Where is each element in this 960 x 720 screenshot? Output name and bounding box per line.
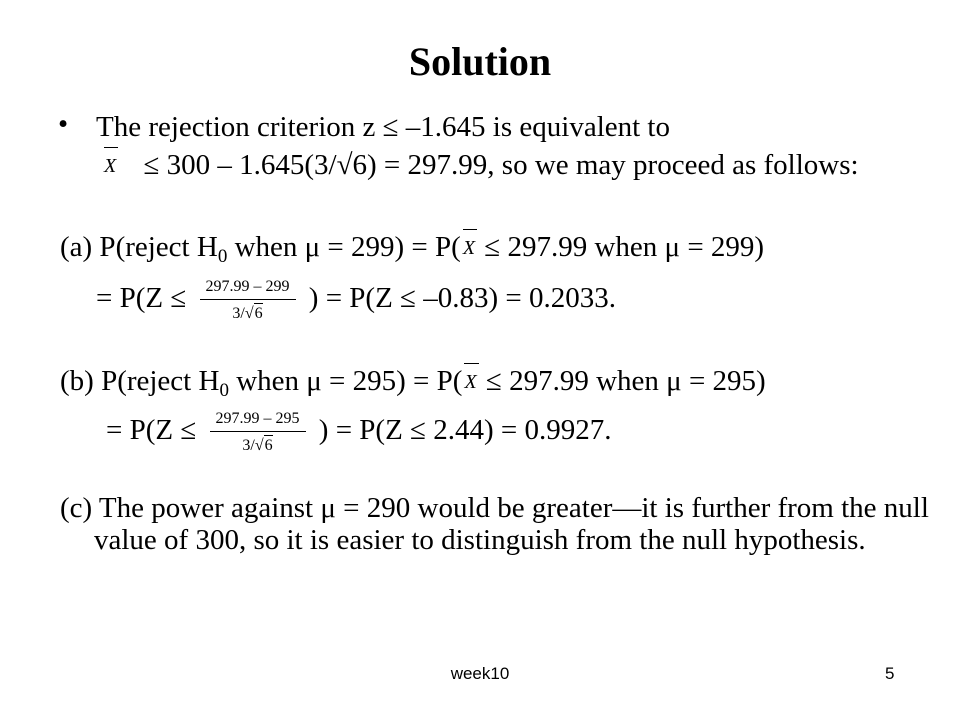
slide-title: Solution bbox=[408, 39, 552, 84]
fraction-a bbox=[200, 277, 296, 324]
part-a-line-1 bbox=[60, 230, 764, 265]
fraction-b-radicand: 6 bbox=[264, 436, 273, 454]
part-b-line-1 bbox=[60, 364, 766, 399]
bullet-line-2-text: ≤ 300 – 1.645(3/√6) = 297.99, so we may proceed as follows: bbox=[143, 149, 859, 181]
part-a-line-2 bbox=[96, 272, 616, 324]
footer-label: week10 bbox=[450, 664, 510, 683]
subscript-zero: 0 bbox=[217, 246, 228, 267]
part-b-line-2-end: ) = P(Z ≤ 2.44) = 0.9927. bbox=[318, 414, 612, 446]
part-b-label: (b) P(reject H bbox=[60, 365, 220, 397]
fraction-b bbox=[210, 409, 306, 456]
part-b-mid: when μ = 295) = P( bbox=[228, 365, 463, 397]
bullet-line-1: The rejection criterion z ≤ –1.645 is equivalent to bbox=[96, 111, 670, 143]
bullet-line-2 bbox=[102, 148, 859, 183]
part-b-line-2 bbox=[106, 404, 611, 456]
x-bar-symbol: X bbox=[461, 231, 477, 265]
x-bar-symbol: X bbox=[102, 149, 118, 183]
part-a-line-2-end: ) = P(Z ≤ –0.83) = 0.2033. bbox=[308, 282, 616, 314]
part-b-line-2-start: = P(Z ≤ bbox=[106, 414, 197, 446]
page-number: 5 bbox=[885, 664, 895, 683]
fraction-a-numerator: 297.99 – 299 bbox=[200, 277, 296, 300]
part-a-end: ≤ 297.99 when μ = 299) bbox=[477, 231, 765, 263]
part-a-mid: when μ = 299) = P( bbox=[227, 231, 461, 263]
part-a-label: (a) P(reject H bbox=[60, 231, 218, 263]
fraction-b-denominator: 3/√6 bbox=[242, 436, 273, 454]
fraction-a-den-prefix: 3/ bbox=[232, 304, 245, 322]
part-b-end: ≤ 297.99 when μ = 295) bbox=[478, 365, 766, 397]
fraction-a-denominator: 3/√6 bbox=[232, 304, 263, 322]
x-bar-symbol: X bbox=[462, 365, 478, 399]
fraction-b-den-prefix: 3/ bbox=[242, 436, 255, 454]
subscript-zero: 0 bbox=[219, 380, 229, 401]
part-a-line-2-start: = P(Z ≤ bbox=[96, 282, 187, 314]
fraction-a-radicand: 6 bbox=[254, 304, 263, 322]
fraction-b-numerator: 297.99 – 295 bbox=[210, 409, 306, 432]
bullet-dot: • bbox=[58, 108, 69, 140]
part-c-text: (c) The power against μ = 290 would be greater—it is further from the null value of 300, so it is easier to distinguish from the null hypothesis. bbox=[60, 492, 929, 556]
